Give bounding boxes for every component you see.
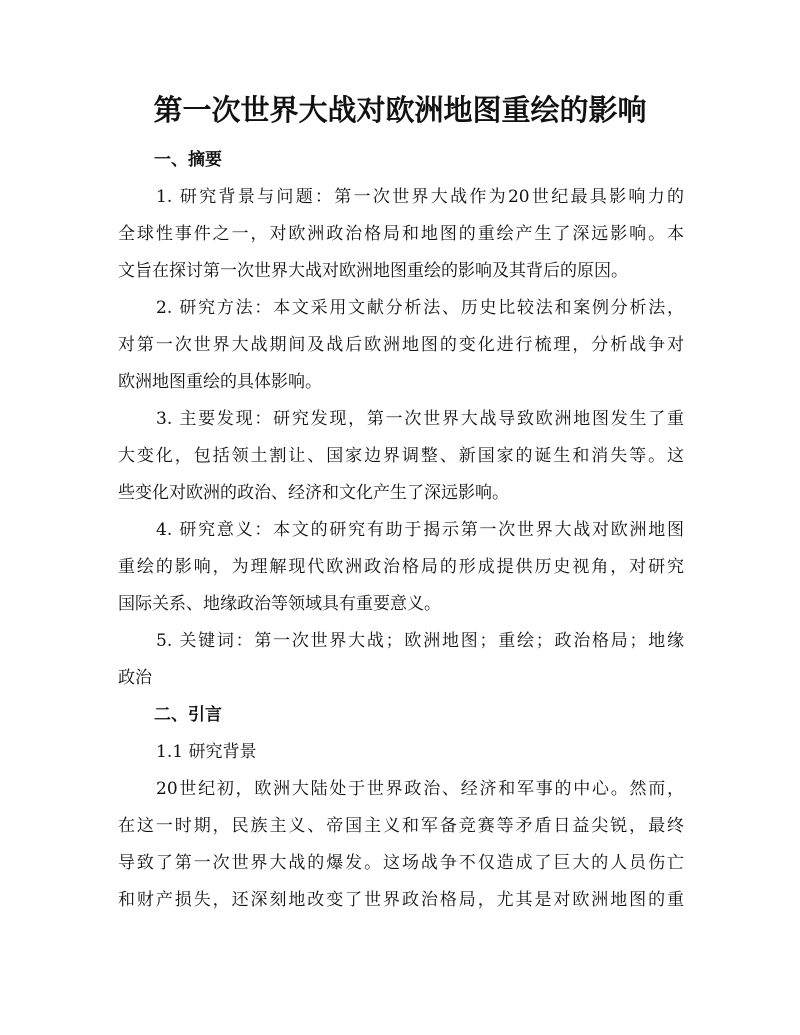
section-heading-introduction: 二、引言 <box>154 705 222 725</box>
text-line: 政治 <box>118 668 152 688</box>
abstract-paragraph-keywords <box>118 623 684 697</box>
text-line: 文旨在探讨第一次世界大战对欧洲地图重绘的影响及其背后的原因。 <box>118 261 628 281</box>
text-line: 国际关系、地缘政治等领域具有重要意义。 <box>118 594 441 614</box>
text-line: 重绘的影响，为理解现代欧洲政治格局的形成提供历史视角，对研究 <box>118 557 684 577</box>
text-line: 导致了第一次世界大战的爆发。这场战争不仅造成了巨大的人员伤亡 <box>118 853 684 873</box>
text-line: 大变化，包括领土割让、国家边界调整、新国家的诞生和消失等。这 <box>118 446 684 466</box>
text-line: 欧洲地图重绘的具体影响。 <box>118 372 322 392</box>
text-line: 5. 关键词：第一次世界大战；欧洲地图；重绘；政治格局；地缘 <box>156 631 684 651</box>
text-line: 些变化对欧洲的政治、经济和文化产生了深远影响。 <box>118 483 509 503</box>
text-line: 3. 主要发现：研究发现，第一次世界大战导致欧洲地图发生了重 <box>156 409 684 429</box>
text-line: 在这一时期，民族主义、帝国主义和军备竞赛等矛盾日益尖锐，最终 <box>118 816 684 836</box>
text-line: 4. 研究意义：本文的研究有助于揭示第一次世界大战对欧洲地图 <box>156 520 684 540</box>
text-line: 2. 研究方法：本文采用文献分析法、历史比较法和案例分析法， <box>156 298 684 318</box>
text-line: 和财产损失，还深刻地改变了世界政治格局，尤其是对欧洲地图的重 <box>118 890 684 910</box>
document-title: 第一次世界大战对欧洲地图重绘的影响 <box>153 93 647 127</box>
introduction-paragraph <box>118 771 684 919</box>
subsection-heading-background: 1.1 研究背景 <box>156 742 257 762</box>
text-line: 1. 研究背景与问题：第一次世界大战作为20世纪最具影响力的 <box>156 187 684 207</box>
text-line: 全球性事件之一，对欧洲政治格局和地图的重绘产生了深远影响。本 <box>118 224 684 244</box>
abstract-paragraph-methods <box>118 290 684 401</box>
abstract-paragraph-findings <box>118 401 684 512</box>
abstract-paragraph-significance <box>118 512 684 623</box>
abstract-paragraph-background <box>118 179 684 290</box>
text-line: 对第一次世界大战期间及战后欧洲地图的变化进行梳理，分析战争对 <box>118 335 684 355</box>
section-heading-abstract: 一、摘要 <box>154 150 222 170</box>
document-body <box>118 142 684 919</box>
text-line: 20世纪初，欧洲大陆处于世界政治、经济和军事的中心。然而， <box>156 779 684 799</box>
